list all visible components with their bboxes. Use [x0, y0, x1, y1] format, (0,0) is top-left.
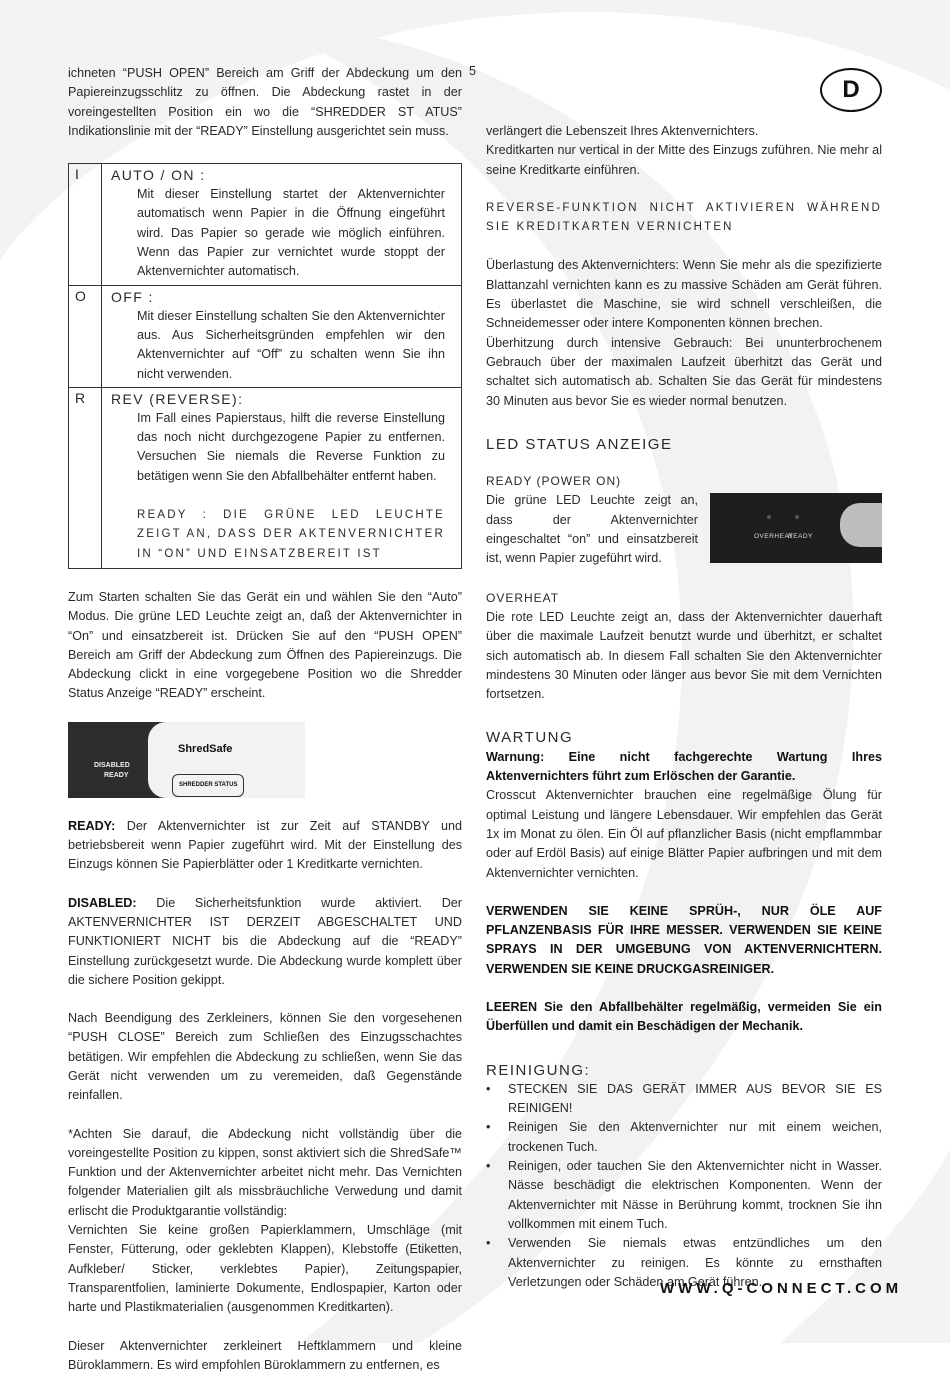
overload-paragraph: Überlastung des Aktenvernichters: Wenn Sie mehr als die spezifizierte Blattanzahl vernichten kann es zu massive Schäden am Gerät führen. Es überlastet die Maschine, sie wird schnell verschleißen, die Schneidemesser oder intere Komponenten können brechen. — [486, 258, 882, 331]
overheat-led-label: OVERHEAT — [754, 533, 794, 541]
ready-power-text: Die grüne LED Leuchte zeigt an, dass der Aktenvernichter eingeschaltet “on” und einsatzbereit ist, wenn Papier zugeführt wird. — [486, 493, 698, 566]
shredsafe-logo: ShredSafe — [178, 742, 233, 755]
mode-row-off — [69, 285, 462, 387]
cleaning-list — [486, 1080, 882, 1292]
left-column — [68, 64, 462, 1375]
overheat-title: OVERHEAT — [486, 590, 560, 605]
mode-row-auto — [69, 164, 462, 285]
mode-row-reverse — [69, 387, 462, 568]
maintenance-text: Crosscut Aktenvernichter brauchen eine regelmäßige Ölung für optimal Leistung und längere Lebensdauer. Wir empfehlen das Gerät 1x im Monat zu ölen. Ein Öl auf pflanzlicher Basis (nicht empflammbar oder auf Erdöl Basis) auf einige Blätter Papier aufbringen und mit dem Aktenvernichter vernichten. — [486, 788, 882, 880]
mode-letter: R — [69, 387, 102, 568]
mode-description: Im Fall eines Papierstaus, hilft die reverse Einstellung das noch nicht durchgezogene Papier zu entfernen. Versuchen Sie niemals die Reverse Funktion zu betätigen wenn Sie den Abfallbehälter entfernt haben. — [137, 410, 445, 483]
cleaning-title: REINIGUNG: — [486, 1061, 591, 1079]
led-status-title: LED STATUS ANZEIGE — [486, 435, 673, 453]
mode-letter: I — [69, 164, 102, 285]
ready-led-note: READY : DIE GRÜNE LED LEUCHTE ZEIGT AN, DASS DER AKTENVERNICHTER IN “ON” UND EINSATZBEREIT IST — [137, 509, 445, 560]
ready-term: READY: — [68, 818, 116, 833]
spray-warning: VERWENDEN SIE KEINE SPRÜH-, NUR ÖLE AUF PFLANZENBASIS FÜR IHRE MESSER. VERWENDEN SIE KEINE SPRAYS IN DER UMGEBUNG VON AKTENVERNICHTERN. VERWENDEN SIE KEINE DRUCKGASREINIGER. — [486, 903, 882, 976]
reverse-warning: REVERSE-FUNKTION NICHT AKTIVIEREN WÄHREND SIE KREDITKARTEN VERNICHTEN — [486, 201, 882, 234]
right-column — [486, 122, 882, 1292]
empty-bin-note: LEEREN Sie den Abfallbehälter regelmäßig, vermeiden Sie ein Überfüllen und damit ein Beschädigen der Mechanik. — [486, 999, 882, 1034]
staples-paragraph: Dieser Aktenvernichter zerkleinert Heftklammern und kleine Büroklammern. Es wird empfohlen Büroklammern zu entfernen, es — [68, 1338, 462, 1372]
continued-paragraph: verlängert die Lebenszeit Ihres Aktenvernichters. — [486, 124, 759, 138]
website-footer[interactable]: WWW.Q-CONNECT.COM — [660, 1280, 903, 1297]
language-badge: D — [820, 68, 882, 112]
materials-paragraph: Vernichten Sie keine großen Papierklammern, Umschläge (mit Fenster, Fütterung, oder geklebten Klappen), Klebstoffe (Etiketten, Aufkleber/ Sticker, verklebtes Papier), Zeitungspapier, Transparentfolien, laminierte Dokumente, Endlospapier, Karton oder harte und Plastikmaterialien (ausgenommen Kreditkarten). — [68, 1223, 462, 1315]
mode-letter: O — [69, 285, 102, 387]
close-paragraph: Nach Beendigung des Zerkleiners, können Sie den vorgesehenen “PUSH CLOSE” Bereich zum Schließen des Einzugsschachtes betätigen. Wir empfehlen die Abdeckung zu schließen, wenn Sie das Gerät nicht verwenden um zu veremeiden, daß Gegenstände reinfallen. — [68, 1011, 462, 1103]
warning-paragraph: *Achten Sie darauf, die Abdeckung nicht vollständig über die voreingestellte Position zu kippen, sonst aktiviert sich die ShredSafe™ Funktion und der Aktenvernichter arbeitet nicht mehr. Das Vernichten folgender Materialien gilt als missbräuchliche Verwedung und damit erlischt die Produktgarantie vollständig: — [68, 1126, 462, 1218]
list-item: • STECKEN SIE DAS GERÄT IMMER AUS BEVOR SIE ES REINIGEN! — [486, 1080, 882, 1119]
disabled-label: DISABLED — [94, 761, 130, 769]
led-panel-image — [710, 493, 882, 563]
maintenance-title: WARTUNG — [486, 729, 574, 747]
intensive-use-paragraph: Überhitzung durch intensive Gebrauch: Bei ununterbrochenem Gebrauch über der maximalen Laufzeit überhitzt das Gerät und schaltet sich automatisch ab. Schalten Sie das Gerät für mindestens 30 Minuten aus bevor Sie es wieder normal benutzen. — [486, 335, 882, 408]
ready-label: READY — [104, 771, 129, 779]
ready-text: Der Aktenvernichter ist zur Zeit auf STANDBY und betriebsbereit wenn Papier zugeführt wird. Mit der Einstellung des Einzugs können Sie Papierblätter oder 1 Kreditkarte vernichten. — [68, 818, 462, 872]
list-item: • Reinigen Sie den Aktenvernichter nur mit einem weichen, trockenen Tuch. — [486, 1118, 882, 1157]
start-paragraph: Zum Starten schalten Sie das Gerät ein und wählen Sie den “Auto” Modus. Die grüne LED Leuchte zeigt an, daß der Aktenvernichter in “On” und einsatzbereit ist. Drücken Sie auf den “PUSH OPEN” Bereich am Griff der Abdeckung zum Öffnen des Papiereinzugs. Die Abdeckung clickt in eine vorgegebene Position wo die Shredder Status Anzeige “READY” erscheint. — [68, 589, 462, 701]
list-item: • Verwenden Sie niemals etwas entzündliches um den Aktenvernichter zu reinigen. Es könnte zu ernsthaften Verletzungen oder Schäden am Gerät führen. — [486, 1234, 882, 1292]
mode-description: Mit dieser Einstellung startet der Aktenvernichter automatisch wenn Papier in die Öffnung eingeführt wird. Das Papier so gerade wie möglich einführen. Wenn das Papier zur vernichtet wurde stoppt der Aktenvernichter automatisch. — [137, 187, 445, 279]
shredsafe-status-image — [68, 722, 305, 798]
page-number: 5 — [469, 64, 477, 78]
disabled-text: Die Sicherheitsfunktion wurde aktiviert. Der AKTENVERNICHTER IST DERZEIT ABGESCHALTET UND FUNKTIONIERT NICHT bis die Abdeckung auf die “READY” Einstellung zurückgesetzt wurde. Die Abdeckung wurde komplett über die sichere Position gekippt. — [68, 895, 462, 987]
ready-led-label: READY — [788, 533, 813, 541]
ready-paragraph — [68, 817, 462, 875]
mode-description: Mit dieser Einstellung schalten Sie den Aktenvernichter aus. Aus Sicherheitsgründen empfehlen wir den Aktenvernichter auf “Off” zu schalten wenn Sie ihn nicht verwenden. — [137, 308, 445, 381]
disabled-paragraph — [68, 894, 462, 990]
disabled-term: DISABLED: — [68, 895, 137, 910]
ready-power-title: READY (POWER ON) — [486, 474, 622, 489]
intro-paragraph: ichneten “PUSH OPEN” Bereich am Griff der Abdeckung um den Papiereinzugsschlitz zu öffnen. Die Abdeckung rastet in der voreingestellten Position ein wo die “SHREDDER ST ATUS” Indikationslinie mit der “READY” Einstellung ausgerichtet sein muss. — [68, 66, 462, 138]
overheat-text: Die rote LED Leuchte zeigt an, dass der Aktenvernichter dauerhaft über die maximale Laufzeit benutzt wurde und überhitzt, er schaltet sich automatisch ab. In diesem Fall schalten Sie den Aktenvernichter mindestens 30 Minuten oder länger aus bevor Sie mit dem Vernichten fortsetzen. — [486, 609, 882, 702]
list-item: • Reinigen, oder tauchen Sie den Aktenvernichter nicht in Wasser. Nässe beschädigt die elektrischen Komponenten. Wenn der Aktenvernichter mit Nässe in Berührung kommt, trocknen Sie ihn vollkommen mit einem Tuch. — [486, 1157, 882, 1234]
mode-title: AUTO / ON : — [111, 167, 206, 184]
mode-title: REV (REVERSE): — [111, 390, 244, 407]
shredder-status-label: SHREDDER STATUS — [172, 774, 244, 797]
mode-title: OFF : — [111, 288, 154, 305]
credit-card-paragraph: Kreditkarten nur vertical in der Mitte des Einzugs zuführen. Nie mehr al seine Kreditkarte einführen. — [486, 143, 882, 177]
mode-settings-table — [68, 163, 462, 569]
maintenance-warning: Warnung: Eine nicht fachgerechte Wartung Ihres Aktenvernichters führt zum Erlöschen der Garantie. — [486, 749, 882, 784]
